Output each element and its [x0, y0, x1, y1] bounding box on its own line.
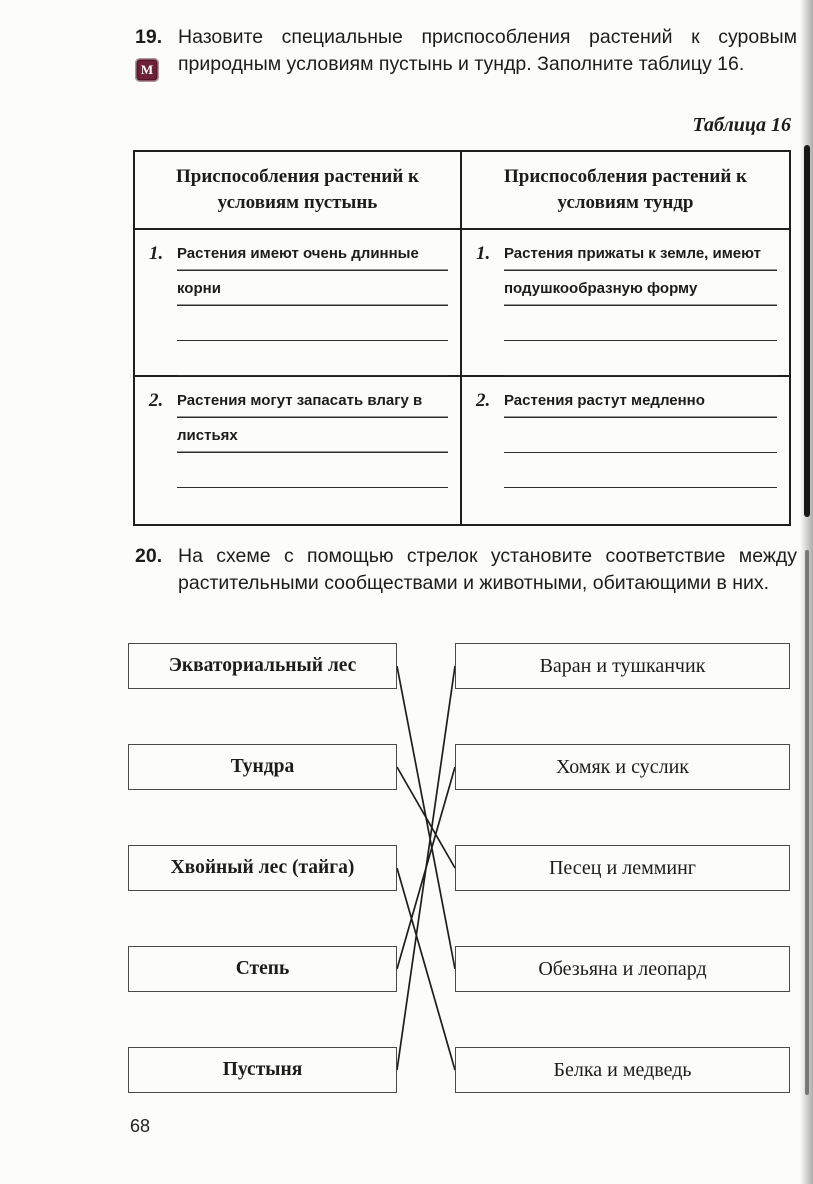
task-20-number: 20. [135, 545, 163, 567]
task-20-text: На схеме с помощью стрелок установите соответствие между растительными сообществами и животными, обитающими в них. [178, 545, 797, 594]
answer-area [504, 236, 777, 376]
animal-box: Обезьяна и леопард [455, 946, 790, 992]
task-20-number-column [135, 543, 178, 597]
task-19-text: Назовите специальные приспособления растений к суровым природным условиям пустынь и тундр. Заполните таблицу 16. [178, 26, 797, 75]
community-box: Хвойный лес (тайга) [128, 845, 397, 891]
answer-text: Растения имеют очень длинные корни [177, 236, 448, 306]
table-cell-desert-1 [135, 230, 462, 377]
ruled-blank-line [504, 418, 777, 453]
community-box: Степь [128, 946, 397, 992]
ruled-blank-line [504, 306, 777, 341]
table-caption: Таблица 16 [692, 114, 791, 136]
answer-number: 2. [476, 390, 491, 411]
community-box: Пустыня [128, 1047, 397, 1093]
match-row [128, 845, 790, 891]
task-20 [135, 543, 797, 597]
community-box: Тундра [128, 744, 397, 790]
table-cell-desert-2 [135, 377, 462, 524]
animal-box: Варан и тушканчик [455, 643, 790, 689]
scan-edge-shadow [800, 0, 813, 1184]
ruled-blank-line [177, 341, 448, 376]
answer-area [504, 383, 777, 488]
answer-text: Растения могут запасать влагу в листьях [177, 383, 448, 453]
page-number: 68 [130, 1116, 151, 1136]
matching-diagram [0, 637, 813, 1112]
answer-number: 1. [476, 243, 491, 264]
match-row [128, 643, 790, 689]
match-row [128, 1047, 790, 1093]
match-row [128, 744, 790, 790]
table-header-tundra: Приспособления растений к условиям тундр [462, 152, 789, 230]
answer-number: 2. [149, 390, 164, 411]
answer-number: 1. [149, 243, 164, 264]
methodology-marker-icon: М [135, 58, 159, 82]
animal-box: Хомяк и суслик [455, 744, 790, 790]
match-row [128, 946, 790, 992]
table-cell-tundra-2 [462, 377, 789, 524]
task-19 [135, 24, 797, 82]
answer-area [177, 383, 448, 488]
table-header-desert: Приспособления растений к условиям пустынь [135, 152, 462, 230]
answer-area [177, 236, 448, 376]
table-cell-tundra-1 [462, 230, 789, 377]
ruled-blank-line [504, 453, 777, 488]
table-16 [133, 150, 791, 526]
task-19-number: 19. [135, 26, 163, 48]
answer-text: Растения прижаты к земле, имеют подушкообразную форму [504, 236, 777, 306]
ruled-blank-line [177, 306, 448, 341]
ruled-blank-line [504, 341, 777, 376]
task-19-number-column [135, 24, 178, 82]
answer-text: Растения растут медленно [504, 383, 777, 418]
animal-box: Белка и медведь [455, 1047, 790, 1093]
community-box: Экваториальный лес [128, 643, 397, 689]
ruled-blank-line [177, 453, 448, 488]
animal-box: Песец и лемминг [455, 845, 790, 891]
